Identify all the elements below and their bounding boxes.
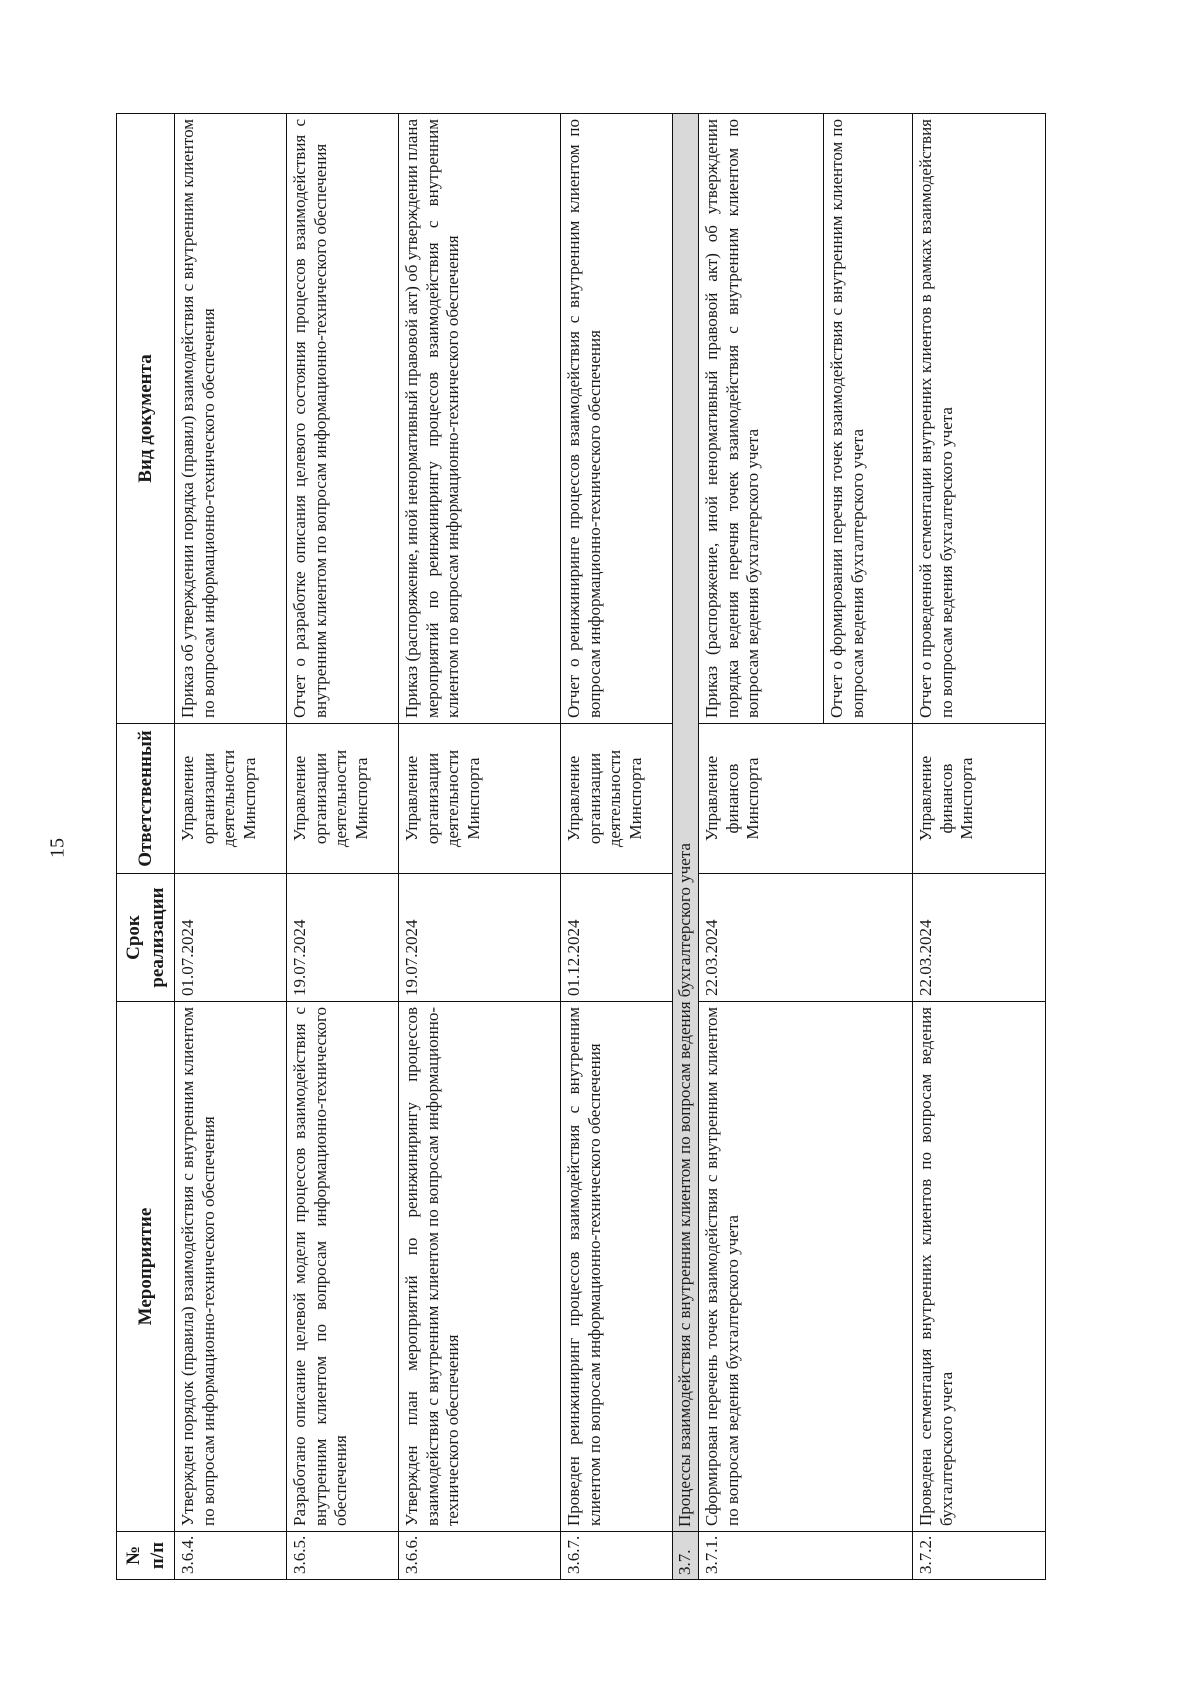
header-responsible: Ответственный <box>117 724 175 874</box>
table-row <box>913 114 1046 1580</box>
header-term: Срок реализации <box>117 874 175 1002</box>
row-event: Утвержден план мероприятий по реинжинирингу процессов взаимодействия с внутренним клиентом по вопросам информационно-технического обеспечения <box>399 1002 561 1532</box>
row-event: Утвержден порядок (правила) взаимодействия с внутренним клиентом по вопросам информационно-технического обеспечения <box>175 1002 287 1532</box>
row-term: 22.03.2024 <box>699 874 913 1002</box>
section-title: Процессы взаимодействия с внутренним клиентом по вопросам ведения бухгалтерского учета <box>673 114 699 1532</box>
row-responsible: Управление финансов Минспорта <box>913 724 1046 874</box>
row-document: Отчет о проведенной сегментации внутренних клиентов в рамках взаимодействия по вопросам ведения бухгалтерского учета <box>913 114 1046 724</box>
row-document: Приказ (распоряжение, иной ненормативный правовой акт) об утверждении плана мероприятий по реинжинирингу процессов взаимодействия с внутренним клиентом по вопросам информационно-технического обеспечения <box>399 114 561 724</box>
row-document: Приказ об утверждении порядка (правил) взаимодействия с внутренним клиентом по вопросам информационно-технического обеспечения <box>175 114 287 724</box>
section-row <box>673 114 699 1580</box>
row-term: 22.03.2024 <box>913 874 1046 1002</box>
row-event: Разработано описание целевой модели процессов взаимодействия с внутренним клиентом по вопросам информационно-технического обеспечения <box>287 1002 399 1532</box>
row-term: 01.07.2024 <box>175 874 287 1002</box>
action-plan-table <box>116 113 1046 1580</box>
row-responsible: Управление организации деятельности Минспорта <box>175 724 287 874</box>
row-document: Отчет о разработке описания целевого состояния процессов взаимодействия с внутренним клиентом по вопросам информационно-технического обеспечения <box>287 114 399 724</box>
row-responsible: Управление организации деятельности Минспорта <box>399 724 561 874</box>
row-document: Отчет о реинжиниринге процессов взаимодействия с внутренним клиентом по вопросам информационно-технического обеспечения <box>561 114 673 724</box>
row-term: 19.07.2024 <box>399 874 561 1002</box>
row-event: Сформирован перечень точек взаимодействия с внутренним клиентом по вопросам ведения бухгалтерского учета <box>699 1002 913 1532</box>
row-term: 01.12.2024 <box>561 874 673 1002</box>
table-row <box>175 114 287 1580</box>
page-number: 15 <box>46 838 69 858</box>
header-document: Вид документа <box>117 114 175 724</box>
row-responsible: Управление организации деятельности Минспорта <box>561 724 673 874</box>
row-responsible: Управление организации деятельности Минспорта <box>287 724 399 874</box>
table-row <box>699 114 913 1580</box>
row-num: 3.6.6. <box>399 1532 561 1580</box>
row-num: 3.6.5. <box>287 1532 399 1580</box>
table-header-row <box>117 114 175 1580</box>
header-num: № п/п <box>117 1532 175 1580</box>
table-row <box>287 114 399 1580</box>
table-row <box>399 114 561 1580</box>
table-row <box>561 114 673 1580</box>
row-event: Проведена сегментация внутренних клиентов по вопросам ведения бухгалтерского учета <box>913 1002 1046 1532</box>
row-num: 3.7.1. <box>699 1532 913 1580</box>
rotated-table-wrapper <box>116 113 1046 1580</box>
row-num: 3.6.7. <box>561 1532 673 1580</box>
row-term: 19.07.2024 <box>287 874 399 1002</box>
row-document-report: Отчет о формировании перечня точек взаимодействия с внутренним клиентом по вопросам ведения бухгалтерского учета <box>823 114 871 723</box>
header-event: Мероприятие <box>117 1002 175 1532</box>
row-document-split <box>699 114 913 724</box>
row-num: 3.7.2. <box>913 1532 1046 1580</box>
row-responsible: Управление финансов Минспорта <box>699 724 913 874</box>
row-event: Проведен реинжиниринг процессов взаимодействия с внутренним клиентом по вопросам информационно-технического обеспечения <box>561 1002 673 1532</box>
section-num: 3.7. <box>673 1532 699 1580</box>
row-document-order: Приказ (распоряжение, иной ненормативный правовой акт) об утверждении порядка ведения перечня точек взаимодействия с внутренним клиентом по вопросам ведения бухгалтерского учета <box>702 119 763 718</box>
row-num: 3.6.4. <box>175 1532 287 1580</box>
